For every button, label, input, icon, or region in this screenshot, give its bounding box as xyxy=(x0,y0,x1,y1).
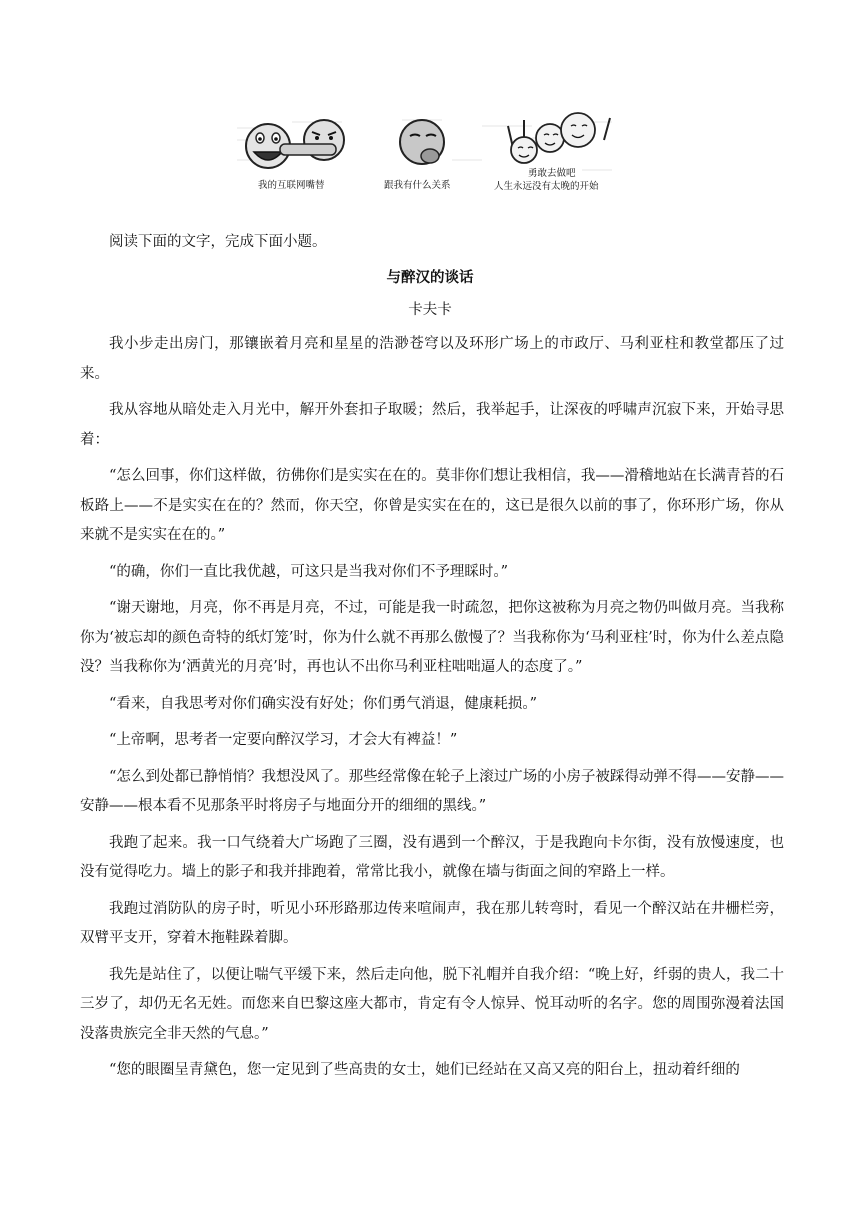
hand-over-mouth-face-icon xyxy=(400,120,444,164)
article-body xyxy=(80,330,784,1093)
article-author: 卡夫卡 xyxy=(408,302,452,318)
cartoon-strip xyxy=(232,110,628,202)
caption-left: 我的互联网嘴替 xyxy=(258,180,325,191)
intro-instruction: 阅读下面的文字，完成下面小题。 xyxy=(109,234,327,250)
caption-middle: 跟我有什么关系 xyxy=(384,180,451,191)
paragraph: 我跑过消防队的房子时，听见小环形路那边传来喧闹声，我在那儿转弯时，看见一个醉汉站在井栅栏旁，双臂平支开，穿着木拖鞋跺着脚。 xyxy=(80,900,784,946)
paragraph: “您的眼圈呈青黛色，您一定见到了些高贵的女士，她们已经站在又高又亮的阳台上，扭动着纤细的 xyxy=(109,1062,740,1078)
cartoon-drawing xyxy=(232,110,628,202)
cheering-faces-icon xyxy=(508,113,610,163)
paragraph: “怎么到处都已静悄悄？我想没风了。那些经常像在轮子上滚过广场的小房子被踩得动弹不得——安静——安静——根本看不见那条平时将房子与地面分开的细细的黑线。” xyxy=(80,768,784,814)
paragraph: 我跑了起来。我一口气绕着大广场跑了三圈，没有遇到一个醉汉，于是我跑向卡尔街，没有放慢速度，也没有觉得吃力。墙上的影子和我并排跑着，常常比我小，就像在墙与街面之间的窄路上一样。 xyxy=(80,834,784,880)
paragraph: 我从容地从暗处走入月光中，解开外套扣子取暖；然后，我举起手，让深夜的呼啸声沉寂下来，开始寻思着： xyxy=(80,402,784,448)
paragraph: 我小步走出房门，那镶嵌着月亮和星星的浩渺苍穹以及环形广场上的市政厅、马利亚柱和教堂都压了过来。 xyxy=(80,336,784,382)
article-title: 与醉汉的谈话 xyxy=(386,270,474,286)
paragraph: 我先是站住了，以便让喘气平缓下来，然后走向他，脱下礼帽并自我介绍：“晚上好，纤弱的贵人，我二十三岁了，却仍无名无姓。而您来自巴黎这座大都市，肯定有令人惊异、悦耳动听的名字。您的周围弥漫着法国没落贵族完全非天然的气息。” xyxy=(80,966,784,1042)
paragraph: “怎么回事，你们这样做，彷佛你们是实实在在的。莫非你们想让我相信，我——滑稽地站在长满青苔的石板路上——不是实实在在的？然而，你天空，你曾是实实在在的，这已是很久以前的事了，你环形广场，你从来就不是实实在在的。” xyxy=(80,468,784,543)
paragraph: “的确，你们一直比我优越，可这只是当我对你们不予理睬时。” xyxy=(109,563,509,580)
caption-right-line2: 人生永远没有太晚的开始 xyxy=(494,181,599,192)
caption-right-line1: 勇敢去做吧 xyxy=(528,168,576,179)
paragraph: “上帝啊，思考者一定要向醉汉学习，才会大有裨益！” xyxy=(109,732,458,748)
paragraph: “谢天谢地，月亮，你不再是月亮，不过，可能是我一时疏忽，把你这被称为月亮之物仍叫做月亮。当我称你为‘被忘却的颜色奇特的纸灯笼’时，你为什么就不再那么傲慢了？当我称你为‘马利亚柱’时，你为什么差点隐没？当我称你为‘洒黄光的月亮’时，再也认不出你马利亚柱咄咄逼人的态度了。” xyxy=(80,600,784,675)
paragraph: “看来，自我思考对你们确实没有好处；你们勇气消退，健康耗损。” xyxy=(109,695,538,712)
